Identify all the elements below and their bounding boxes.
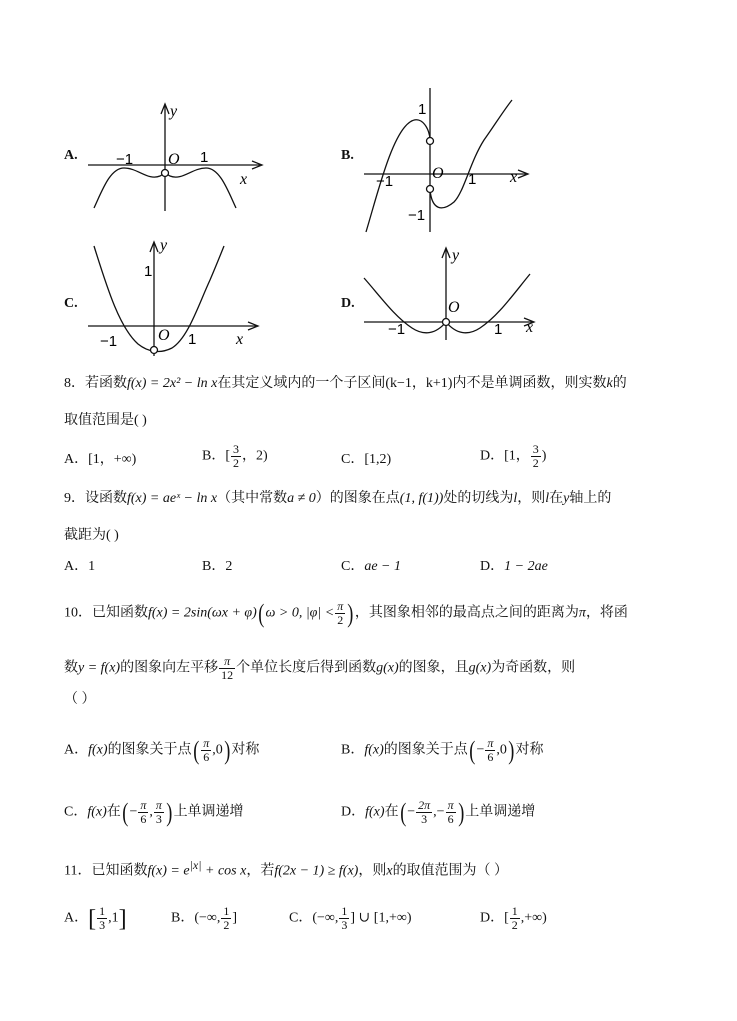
option-a-letter: A. <box>64 148 78 163</box>
q8-option-c: C．[1,2) <box>341 452 392 467</box>
q9-option-a: A．1 <box>64 559 96 574</box>
graph-b-neg1: −1 <box>376 173 394 190</box>
graph-d-pos1: 1 <box>494 321 503 338</box>
graph-c-origin: O <box>158 327 170 344</box>
graph-d <box>360 244 550 344</box>
option-b-letter: B. <box>341 148 354 163</box>
q8-k: k <box>606 376 613 391</box>
graph-b-x-label: x <box>510 169 518 186</box>
graph-d-neg1: −1 <box>388 321 406 338</box>
q10-option-a: A．f(x)的图象关于点( $\frac{\pi}{6}$ ,0)对称 <box>64 735 260 765</box>
q10-option-b: B．f(x)的图象关于点(− $\frac{\pi}{6}$ ,0)对称 <box>341 735 544 765</box>
graph-a-origin: O <box>168 151 180 168</box>
q9-option-c: C．ae − 1 <box>341 559 402 574</box>
q10-line1: 10．已知函数f(x) = 2sin(ωx + φ)(ω > 0, |φ| < $\frac{\pi}{2}$ )，其图象相邻的最高点之间的距离为π，将函 <box>64 598 628 628</box>
graph-c-y-label: y <box>160 237 168 254</box>
q8-end: 的 <box>612 376 627 391</box>
graph-c-neg1: −1 <box>100 333 118 350</box>
q8-option-b: B．[ $\frac{3}{2}$ ，2) <box>202 442 268 470</box>
q8-function: f(x) = 2x² − ln x <box>127 376 218 391</box>
q8-option-a: A．[1，+∞) <box>64 452 137 467</box>
q8-line1 <box>64 374 627 394</box>
graph-d-y-label: y <box>452 247 460 264</box>
q10-line2: 数y = f(x)的图象向左平移 $\frac{\pi}{12}$ 个单位长度后得到函数g(x)的图象，且g(x)为奇函数，则 <box>64 654 576 682</box>
graph-a-neg1: −1 <box>116 151 134 168</box>
graph-c-x-label: x <box>236 331 244 348</box>
graph-d-origin: O <box>448 299 460 316</box>
q9-line1: 9．设函数f(x) = aeˣ − ln x（其中常数a ≠ 0）的图象在点(1, f(1))处的切线为l，则l在y轴上的 <box>64 491 612 506</box>
q11-option-b: B．(−∞, $\frac{1}{2}$ ] <box>171 904 238 932</box>
q9-option-b: B．2 <box>202 559 233 574</box>
graph-b-ypos1: 1 <box>418 101 427 118</box>
graph-a-pos1: 1 <box>200 149 209 166</box>
graph-b-pos1: 1 <box>468 171 477 188</box>
graph-b <box>360 82 540 234</box>
q10-option-d: D．f(x)在(− $\frac{2\pi}{3}$ ,− $\frac{\pi}{6}$ )上单调递增 <box>341 797 536 827</box>
graph-b-origin: O <box>432 165 444 182</box>
graph-c-ypos1: 1 <box>144 263 153 280</box>
option-d-letter: D. <box>341 296 355 311</box>
graph-a-y-label: y <box>170 103 178 120</box>
q11-option-d: D．[ $\frac{1}{2}$ ,+∞) <box>480 904 547 932</box>
option-c-letter: C. <box>64 296 78 311</box>
q10-option-c: C．f(x)在(− $\frac{\pi}{6}$ , $\frac{\pi}{3}$ )上单调递增 <box>64 797 244 827</box>
q9-option-d: D．1 − 2ae <box>480 559 548 574</box>
graph-c-pos1: 1 <box>188 331 197 348</box>
q8-number: 8．若函数 <box>64 376 127 391</box>
q10-line3: （ ） <box>64 692 96 707</box>
q11-option-a: A．[ $\frac{1}{3}$ ,1] <box>64 904 127 932</box>
graph-c <box>84 236 264 360</box>
graph-a-x-label: x <box>240 171 248 188</box>
q11-option-c: C．(−∞, $\frac{1}{3}$ ] ∪ [1,+∞) <box>289 904 412 932</box>
q11-line1: 11．已知函数$f(x) = e^{|x|} + \cos x$，若f(2x − 1) ≥ f(x)，则x的取值范围为（ ） <box>64 858 509 879</box>
graph-b-yneg1: −1 <box>408 207 426 224</box>
q8-line2: 取值范围是( ) <box>64 413 147 428</box>
q8-text: 在其定义域内的一个子区间(k−1，k+1)内不是单调函数，则实数 <box>217 376 607 391</box>
q8-option-d: D．[1， $\frac{3}{2}$ ) <box>480 442 547 470</box>
graph-a <box>84 96 274 216</box>
graph-d-x-label: x <box>526 319 534 336</box>
q9-line2: 截距为( ) <box>64 528 119 543</box>
